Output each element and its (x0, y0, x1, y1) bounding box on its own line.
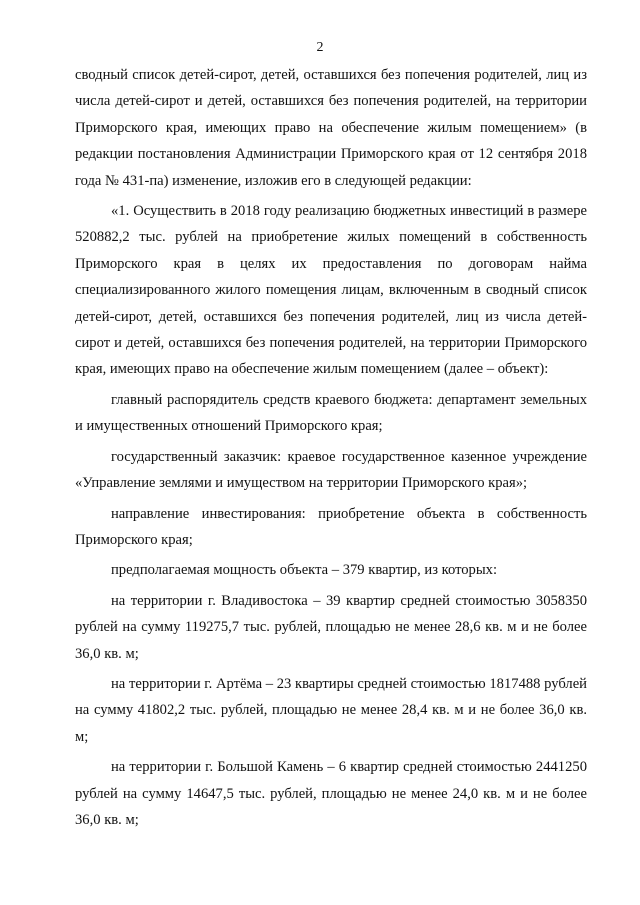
paragraph-investment-direction: направление инвестирования: приобретение объекта в собственность Приморского края; (75, 505, 587, 548)
paragraph-object-capacity: предполагаемая мощность объекта – 379 квартир, из которых: (111, 562, 498, 579)
paragraph-artem: на территории г. Артёма – 23 квартиры средней стоимостью 1817488 рублей на сумму 41802,2 тыс. рублей, площадью не менее 28,4 кв. м и не более 36,0 кв. м; (75, 675, 587, 745)
paragraph-chief-administrator: главный распорядитель средств краевого бюджета: департамент земельных и имущественных отношений Приморского края; (75, 391, 587, 435)
paragraph-bolshoy-kamen: на территории г. Большой Камень – 6 квартир средней стоимостью 2441250 рублей на сумму 14647,5 тыс. рублей, площадью не менее 24,0 кв. м и не более 36,0 кв. м; (75, 759, 587, 828)
paragraph-state-customer: государственный заказчик: краевое государственное казенное учреждение «Управление землями и имуществом на территории Приморского края»; (75, 448, 587, 492)
paragraph-budget-investments: «1. Осуществить в 2018 году реализацию бюджетных инвестиций в размере 520882,2 тыс. рублей на приобретение жилых помещений в собственность Приморского края в целях их предоставления по договорам найма специализированного жилого помещения лицам, включенным в сводный список детей-сирот, детей, оставшихся без попечения родителей, лиц из числа детей-сирот и детей, оставшихся без попечения родителей, на территории Приморского края, имеющих право на обеспечение жилым помещением (далее – объект): (75, 203, 587, 378)
paragraph-vladivostok: на территории г. Владивостока – 39 квартир средней стоимостью 3058350 рублей на сумму 119275,7 тыс. рублей, площадью не менее 28,6 кв. м и не более 36,0 кв. м; (75, 592, 587, 662)
paragraph-intro-continuation: сводный список детей-сирот, детей, оставшихся без попечения родителей, лиц из числа детей-сирот и детей, оставшихся без попечения родителей, на территории Приморского края, имеющих право на обеспечение жилым помещением» (в редакции постановления Администрации Приморского края от 12 сентября 2018 года № 431-па) изменение, изложив его в следующей редакции: (75, 67, 587, 189)
document-body (75, 62, 587, 833)
page-number: 2 (316, 40, 324, 55)
